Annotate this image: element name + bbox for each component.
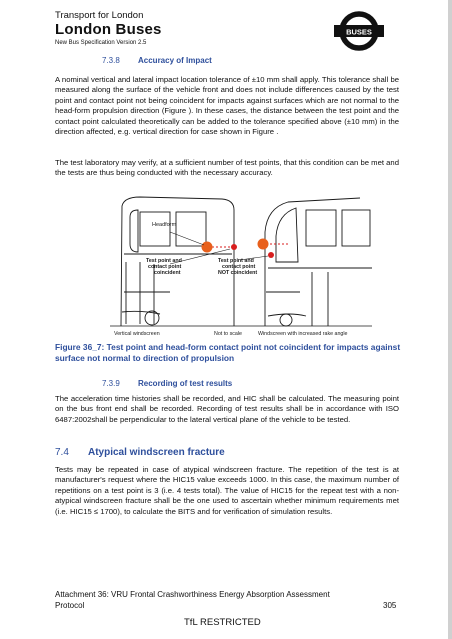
section-739-paragraph: The acceleration time histories shall be recorded, and HIC shall be calculated. The measuring point on the bus front end shall be recorded. Recording of test results shall be in accordance with ISO 6487:2002shall be perpendicular to the lateral vertical plane of the vehicle to be tested. <box>55 394 399 424</box>
buses-roundel-logo <box>333 11 385 51</box>
left-contact-point <box>231 244 237 250</box>
section-738-number: 7.3.8 <box>102 56 120 65</box>
label-headform: Headform <box>152 222 177 228</box>
section-74-paragraph: Tests may be repeated in case of atypical windscreen fracture. The repetition of the test is at manufacturer's request where the HIC15 value exceeds 1000. In this case, the maximum number of repetitions on a test point is 3 (i.e. 4 tests total). The value of HIC15 for the repeat test with a non-atypical windscreen fracture shall be the one used to ascertain whether minimum requirements met (i.e. HIC15 ≤ 1700), to calculate the BITS and for verification of simulation results. <box>55 465 399 516</box>
label-right-line2: contact point <box>222 264 256 270</box>
section-738-title: Accuracy of Impact <box>138 56 212 65</box>
right-contact-point <box>268 252 274 258</box>
label-left-line1: Test point and <box>146 258 182 264</box>
label-raked-windscreen: Windscreen with increased rake angle <box>258 331 348 337</box>
section-738-paragraph-1: A nominal vertical and lateral impact location tolerance of ±10 mm shall apply. This tolerance shall be measured along the surface of the vehicle front and does not include differences caused by the test point and contact point not being coincident for impacts against surfaces which are not normal to the head-form propulsion direction (Figure ). In these cases, the distance between the test point and the contact point calculated theoretically can be added to the tolerance specified above (±10 mm) in the direction affected, e.g. vertical direction for case shown in Figure . <box>55 75 399 137</box>
footer-document-title: Attachment 36: VRU Frontal Crashworthiness Energy Absorption Assessment <box>55 590 330 599</box>
section-74-number: 7.4 <box>55 447 69 458</box>
footer-page-number: 305 <box>383 601 397 610</box>
label-vertical-windscreen: Vertical windscreen <box>114 331 160 337</box>
label-left-line3: coincident <box>154 270 181 276</box>
footer-document-title-cont: Protocol <box>55 601 85 610</box>
roundel-label: BUSES <box>346 27 372 37</box>
label-right-line3: NOT coincident <box>218 270 258 276</box>
header-spec-version: New Bus Specification Version 2.5 <box>55 40 147 46</box>
impact-figure <box>100 192 374 340</box>
footer-classification: TfL RESTRICTED <box>184 617 261 628</box>
header-brand: London Buses <box>55 21 162 38</box>
section-739-number: 7.3.9 <box>102 379 120 388</box>
label-right-line1: Test point and <box>218 258 254 264</box>
label-left-line2: contact point <box>148 264 182 270</box>
bus-raked-windscreen <box>265 198 372 326</box>
label-not-to-scale: Not to scale <box>214 331 242 337</box>
page-edge-shadow <box>448 0 452 639</box>
section-74-title: Atypical windscreen fracture <box>88 447 225 458</box>
figure-caption: Figure 36_7: Test point and head-form contact point not coincident for impacts against surface not normal to direction of propulsion <box>55 342 401 363</box>
section-739-title: Recording of test results <box>138 379 233 388</box>
section-738-paragraph-2: The test laboratory may verify, at a sufficient number of test points, that this condition can be met and the tests are thus being conducted with the necessary accuracy. <box>55 158 399 178</box>
header-organisation: Transport for London <box>55 10 144 21</box>
